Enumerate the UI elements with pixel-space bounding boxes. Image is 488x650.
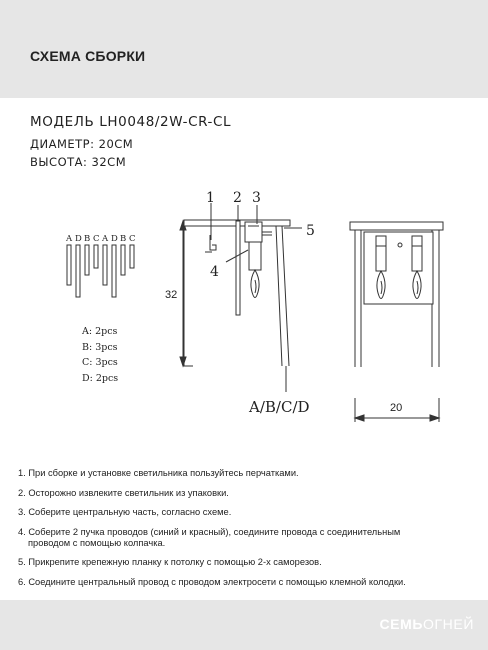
- crystal-pendant: [94, 245, 98, 268]
- instruction-item: [18, 468, 478, 479]
- crystal-letter: D: [75, 234, 82, 244]
- parts-legend: [82, 324, 118, 386]
- instruction-item: [18, 507, 478, 518]
- parts-legend-item: D: 2pcs: [82, 372, 119, 384]
- width-dimension-label: 20: [390, 402, 403, 414]
- instruction-item: [18, 577, 478, 588]
- instruction-item: [18, 557, 478, 568]
- assembly-instructions: [18, 468, 478, 596]
- crystal-pendants: [67, 245, 134, 297]
- height-spec: ВЫСОТА: 32СМ: [30, 155, 127, 169]
- instruction-text: 5. Прикрепите крепежную планку к потолку с помощью 2-х саморезов.: [18, 557, 322, 568]
- diameter-spec: ДИАМЕТР: 20СМ: [30, 137, 134, 151]
- crystal-pendant: [112, 245, 116, 297]
- crystal-letter: C: [93, 234, 100, 244]
- crystal-letter: A: [66, 234, 73, 244]
- crystal-pendant: [76, 245, 80, 297]
- parts-legend-item: C: 3pcs: [82, 357, 118, 368]
- instruction-text: 1. При сборке и установке светильника пользуйтесь перчатками.: [18, 468, 299, 478]
- crystal-pendant: [67, 245, 71, 285]
- crystal-label: A/B/C/D: [249, 398, 310, 416]
- crystal-letter: B: [120, 234, 127, 244]
- instruction-continuation: проводом с помощью колпачка.: [28, 537, 166, 548]
- instruction-text: 6. Соедините центральный провод с проводом электросети с помощью клемной колодки.: [18, 576, 406, 587]
- crystal-pendant: [85, 245, 89, 275]
- crystal-letter: B: [84, 234, 91, 244]
- model-spec: МОДЕЛЬ LH0048/2W-CR-CL: [30, 114, 232, 130]
- crystal-pendant: [121, 245, 125, 275]
- side-view: [184, 220, 290, 366]
- parts-legend-item: B: 3pcs: [82, 341, 118, 353]
- crystal-pendant: [103, 245, 107, 285]
- instruction-item: [18, 527, 478, 549]
- page-title: СХЕМА СБОРКИ: [30, 48, 146, 64]
- crystal-letter: A: [102, 234, 109, 244]
- instruction-item: [18, 488, 478, 499]
- crystal-pendant: [130, 245, 134, 268]
- brand-bold: СЕМЬ: [379, 616, 424, 632]
- front-view: [350, 222, 443, 367]
- crystal-letters: [65, 234, 136, 244]
- callout-4: 4: [210, 264, 219, 280]
- instruction-text: 4. Соберите 2 пучка проводов (синий и красный), соедините провода с соединительным: [18, 526, 401, 537]
- callout-2: 2: [233, 190, 242, 206]
- callout-1: 1: [206, 190, 215, 206]
- height-dimension: [180, 221, 193, 366]
- instruction-text: 3. Соберите центральную часть, согласно схеме.: [18, 507, 232, 518]
- crystal-letter: C: [129, 234, 136, 244]
- brand-logo: [379, 616, 474, 632]
- parts-legend-item: A: 2pcs: [82, 326, 118, 337]
- height-dimension-label: 32: [165, 289, 178, 301]
- crystal-letter: D: [111, 234, 118, 244]
- instruction-text: 2. Осторожно извлеките светильник из упаковки.: [18, 487, 229, 498]
- brand-light: ОГНЕЙ: [423, 616, 474, 632]
- callout-3: 3: [252, 190, 261, 206]
- callout-5: 5: [306, 223, 315, 239]
